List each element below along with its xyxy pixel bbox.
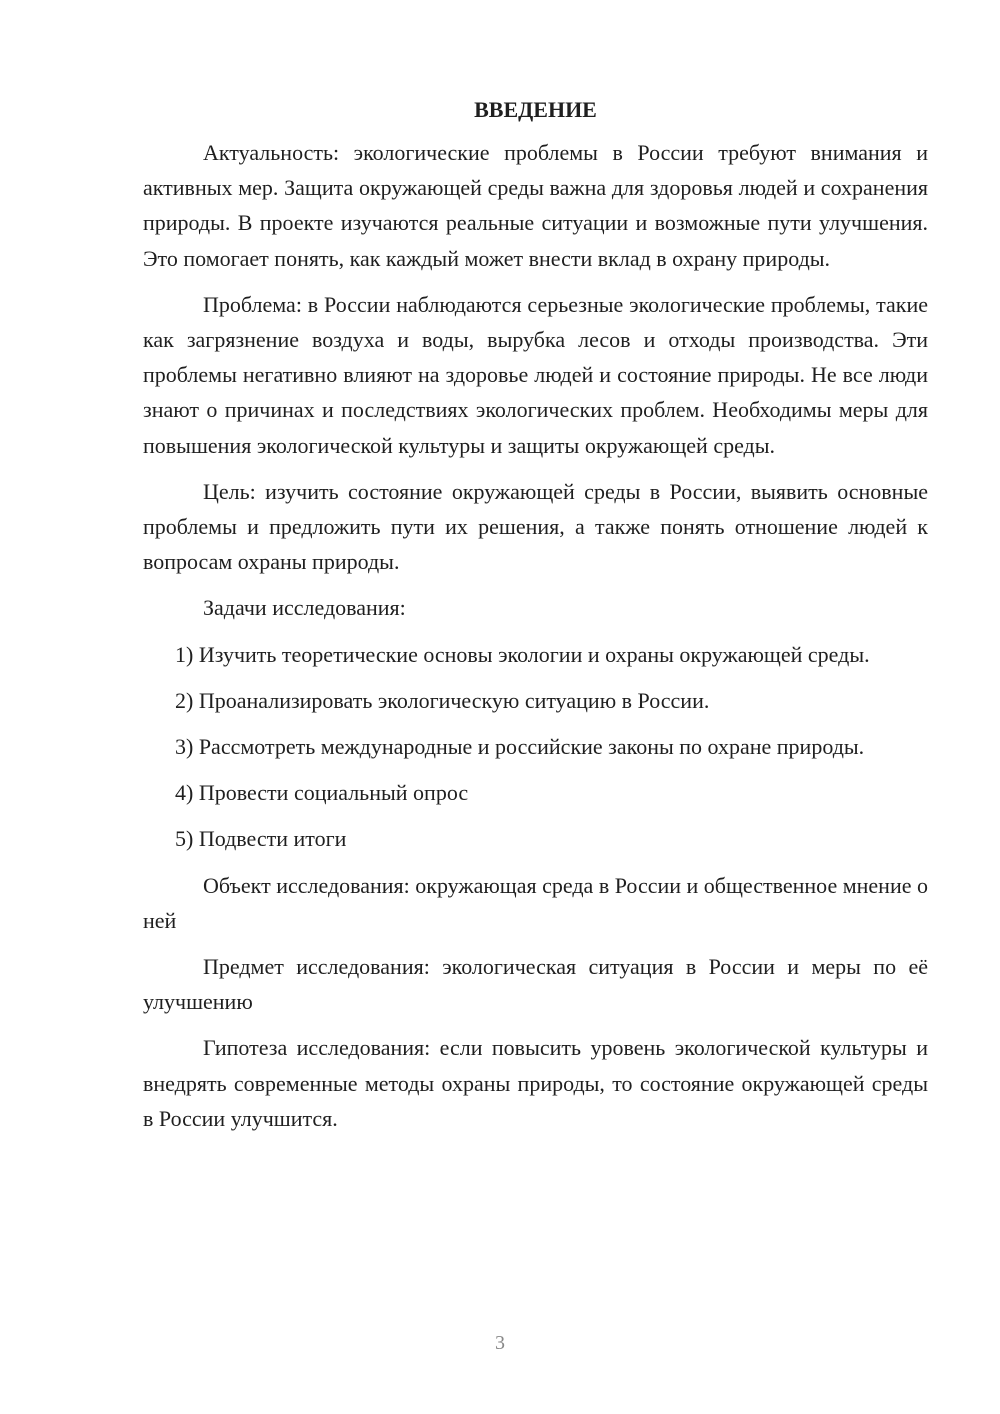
task-item: 1) Изучить теоретические основы экологии и охраны окружающей среды. <box>175 641 870 667</box>
tasks-heading: Задачи исследования: <box>203 595 406 621</box>
task-item: 5) Подвести итоги <box>175 826 347 852</box>
section-title: ВВЕДЕНИЕ <box>474 97 597 122</box>
tasks-list <box>143 637 928 857</box>
task-item: 4) Провести социальный опрос <box>175 780 469 806</box>
task-item: 3) Рассмотреть международные и российские законы по охране природы. <box>175 734 865 760</box>
page-number: 3 <box>495 1332 505 1354</box>
task-item: 2) Проанализировать экологическую ситуацию в России. <box>175 687 710 713</box>
goal-paragraph: Цель: изучить состояние окружающей среды в России, выявить основные проблемы и предложить пути их решения, а также понять отношение людей к вопросам охраны природы. <box>143 478 928 575</box>
hypothesis-paragraph: Гипотеза исследования: если повысить уровень экологической культуры и внедрять современные методы охраны природы, то состояние окружающей среды в России улучшится. <box>143 1035 928 1131</box>
problem-paragraph: Проблема: в России наблюдаются серьезные экологические проблемы, такие как загрязнение воздуха и воды, вырубка лесов и отходы производства. Эти проблемы негативно влияют на здоровье людей и состояние природы. Не все люди знают о причинах и последствиях экологических проблем. Необходимы меры для повышения экологической культуры и защиты окружающей среды. <box>143 291 928 458</box>
relevance-paragraph: Актуальность: экологические проблемы в России требуют внимания и активных мер. Защита окружающей среды важна для здоровья людей и сохранения природы. В проекте изучаются реальные ситуации и возможные пути улучшения. Это помогает понять, как каждый может внести вклад в охрану природы. <box>143 140 928 271</box>
object-paragraph: Объект исследования: окружающая среда в России и общественное мнение о ней <box>143 872 928 933</box>
subject-paragraph: Предмет исследования: экологическая ситуация в России и меры по её улучшению <box>143 954 928 1015</box>
page-content <box>143 92 928 1147</box>
